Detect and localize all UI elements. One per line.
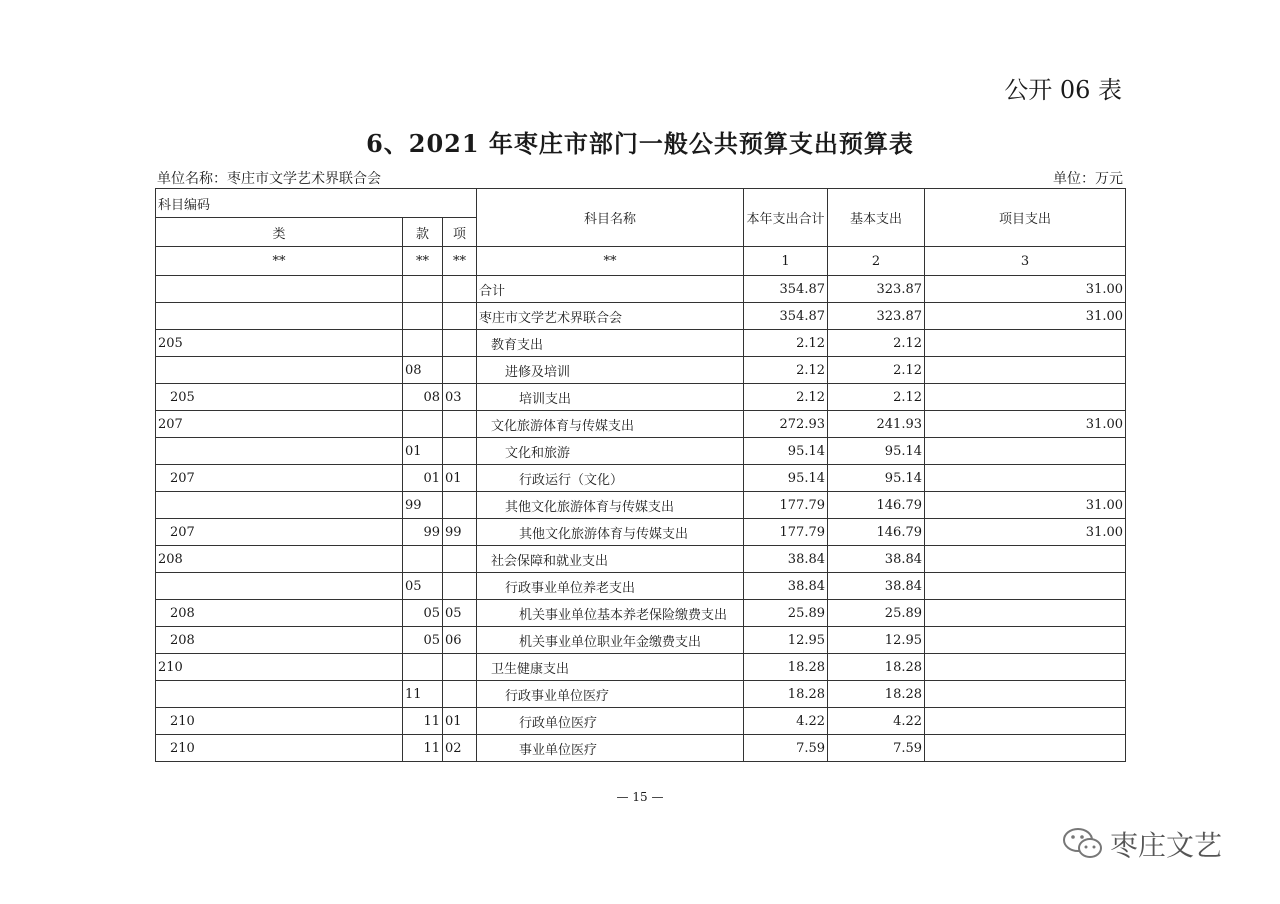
subject-name-cell: 进修及培训 (477, 357, 744, 384)
kuan-cell: 05 (403, 600, 443, 627)
project-cell (925, 627, 1126, 654)
total-cell: 354.87 (744, 303, 828, 330)
lei-cell: 208 (156, 627, 403, 654)
subject-name-cell: 文化旅游体育与传媒支出 (477, 411, 744, 438)
xiang-cell: 02 (443, 735, 477, 762)
kuan-cell: 01 (403, 465, 443, 492)
total-cell: 2.12 (744, 384, 828, 411)
kuan-cell (403, 276, 443, 303)
total-cell: 177.79 (744, 492, 828, 519)
basic-cell: 4.22 (828, 708, 925, 735)
basic-cell: 38.84 (828, 573, 925, 600)
table-row (156, 492, 1126, 519)
subject-name-cell: 培训支出 (477, 384, 744, 411)
basic-cell: 7.59 (828, 735, 925, 762)
watermark (1062, 824, 1222, 864)
subject-name-cell: 机关事业单位职业年金缴费支出 (477, 627, 744, 654)
table-row (156, 357, 1126, 384)
xiang-cell (443, 573, 477, 600)
kuan-cell (403, 411, 443, 438)
basic-cell: 323.87 (828, 276, 925, 303)
basic-cell: 18.28 (828, 654, 925, 681)
table-row (156, 654, 1126, 681)
subject-name-cell: 社会保障和就业支出 (477, 546, 744, 573)
subject-name-cell: 机关事业单位基本养老保险缴费支出 (477, 600, 744, 627)
project-cell: 31.00 (925, 492, 1126, 519)
total-cell: 12.95 (744, 627, 828, 654)
basic-cell: 2.12 (828, 330, 925, 357)
lei-cell (156, 276, 403, 303)
lei-cell: 210 (156, 708, 403, 735)
lei-cell: 210 (156, 654, 403, 681)
table-row (156, 681, 1126, 708)
index-kuan: ** (403, 247, 443, 276)
kuan-cell: 11 (403, 681, 443, 708)
subject-name-cell: 枣庄市文学艺术界联合会 (477, 303, 744, 330)
lei-cell: 205 (156, 330, 403, 357)
subject-name-cell: 其他文化旅游体育与传媒支出 (477, 519, 744, 546)
xiang-cell (443, 681, 477, 708)
table-code: 公开 06 表 (1004, 76, 1122, 104)
basic-cell: 241.93 (828, 411, 925, 438)
total-cell: 354.87 (744, 276, 828, 303)
total-cell: 4.22 (744, 708, 828, 735)
kuan-cell (403, 330, 443, 357)
subject-name-cell: 行政单位医疗 (477, 708, 744, 735)
page-number: — 15 — (616, 790, 664, 804)
project-cell: 31.00 (925, 411, 1126, 438)
basic-cell: 2.12 (828, 384, 925, 411)
xiang-header: 项 (443, 218, 477, 247)
kuan-cell: 01 (403, 438, 443, 465)
kuan-cell: 08 (403, 384, 443, 411)
xiang-cell (443, 276, 477, 303)
table-row (156, 600, 1126, 627)
lei-cell (156, 681, 403, 708)
index-row (156, 247, 1126, 276)
lei-cell: 208 (156, 600, 403, 627)
lei-cell (156, 573, 403, 600)
watermark-text: 枣庄文艺 (1110, 829, 1223, 862)
table-row (156, 708, 1126, 735)
budget-table (155, 188, 1126, 762)
table-row (156, 411, 1126, 438)
xiang-cell: 05 (443, 600, 477, 627)
unit-name: 单位名称：枣庄市文学艺术界联合会 (157, 171, 381, 187)
subject-name-header: 科目名称 (477, 189, 744, 247)
page-title: 6、2021 年枣庄市部门一般公共预算支出预算表 (366, 129, 914, 158)
basic-cell: 38.84 (828, 546, 925, 573)
table-row (156, 330, 1126, 357)
basic-cell: 323.87 (828, 303, 925, 330)
lei-cell: 205 (156, 384, 403, 411)
total-cell: 95.14 (744, 438, 828, 465)
subject-name-cell: 卫生健康支出 (477, 654, 744, 681)
subject-name-cell: 合计 (477, 276, 744, 303)
subject-name-cell: 其他文化旅游体育与传媒支出 (477, 492, 744, 519)
project-cell (925, 600, 1126, 627)
lei-cell (156, 303, 403, 330)
total-cell: 38.84 (744, 573, 828, 600)
project-cell (925, 573, 1126, 600)
project-cell (925, 357, 1126, 384)
index-total: 1 (744, 247, 828, 276)
project-cell (925, 465, 1126, 492)
header-row (156, 189, 1126, 218)
kuan-cell (403, 654, 443, 681)
table-row (156, 546, 1126, 573)
lei-cell: 207 (156, 519, 403, 546)
table-row (156, 384, 1126, 411)
project-cell: 31.00 (925, 303, 1126, 330)
subject-name-cell: 事业单位医疗 (477, 735, 744, 762)
xiang-cell: 01 (443, 465, 477, 492)
basic-cell: 25.89 (828, 600, 925, 627)
kuan-cell: 99 (403, 492, 443, 519)
xiang-cell: 03 (443, 384, 477, 411)
table-row (156, 519, 1126, 546)
xiang-cell: 99 (443, 519, 477, 546)
table-row (156, 627, 1126, 654)
wechat-icon (1062, 826, 1104, 862)
kuan-cell: 05 (403, 627, 443, 654)
xiang-cell (443, 654, 477, 681)
total-cell: 18.28 (744, 654, 828, 681)
project-cell: 31.00 (925, 276, 1126, 303)
lei-header: 类 (156, 218, 403, 247)
project-cell (925, 330, 1126, 357)
index-name: ** (477, 247, 744, 276)
basic-cell: 95.14 (828, 438, 925, 465)
table-row (156, 303, 1126, 330)
total-cell: 272.93 (744, 411, 828, 438)
xiang-cell: 06 (443, 627, 477, 654)
subject-name-cell: 文化和旅游 (477, 438, 744, 465)
basic-cell: 12.95 (828, 627, 925, 654)
total-cell: 7.59 (744, 735, 828, 762)
index-basic: 2 (828, 247, 925, 276)
xiang-cell (443, 303, 477, 330)
project-cell (925, 546, 1126, 573)
basic-cell: 146.79 (828, 519, 925, 546)
project-cell (925, 735, 1126, 762)
kuan-header: 款 (403, 218, 443, 247)
subject-name-cell: 行政运行（文化） (477, 465, 744, 492)
project-cell (925, 438, 1126, 465)
project-cell (925, 654, 1126, 681)
kuan-cell: 05 (403, 573, 443, 600)
project-cell (925, 681, 1126, 708)
xiang-cell (443, 357, 477, 384)
lei-cell: 207 (156, 411, 403, 438)
basic-cell: 95.14 (828, 465, 925, 492)
subject-code-header: 科目编码 (156, 189, 477, 218)
table-row (156, 735, 1126, 762)
xiang-cell (443, 438, 477, 465)
lei-cell: 207 (156, 465, 403, 492)
lei-cell: 208 (156, 546, 403, 573)
unit-label: 单位：万元 (1053, 171, 1123, 187)
project-header: 项目支出 (925, 189, 1126, 247)
basic-cell: 18.28 (828, 681, 925, 708)
basic-header: 基本支出 (828, 189, 925, 247)
total-cell: 177.79 (744, 519, 828, 546)
xiang-cell (443, 411, 477, 438)
total-cell: 18.28 (744, 681, 828, 708)
project-cell: 31.00 (925, 519, 1126, 546)
basic-cell: 146.79 (828, 492, 925, 519)
lei-cell (156, 438, 403, 465)
table-row (156, 276, 1126, 303)
kuan-cell: 99 (403, 519, 443, 546)
total-cell: 2.12 (744, 357, 828, 384)
xiang-cell (443, 330, 477, 357)
total-cell: 38.84 (744, 546, 828, 573)
project-cell (925, 708, 1126, 735)
subject-name-cell: 行政事业单位养老支出 (477, 573, 744, 600)
xiang-cell (443, 492, 477, 519)
xiang-cell (443, 546, 477, 573)
index-project: 3 (925, 247, 1126, 276)
kuan-cell (403, 303, 443, 330)
lei-cell (156, 492, 403, 519)
subject-name-cell: 教育支出 (477, 330, 744, 357)
total-cell: 25.89 (744, 600, 828, 627)
total-header: 本年支出合计 (744, 189, 828, 247)
kuan-cell (403, 546, 443, 573)
lei-cell (156, 357, 403, 384)
table-row (156, 573, 1126, 600)
subject-name-cell: 行政事业单位医疗 (477, 681, 744, 708)
xiang-cell: 01 (443, 708, 477, 735)
total-cell: 95.14 (744, 465, 828, 492)
index-xiang: ** (443, 247, 477, 276)
table-row (156, 465, 1126, 492)
kuan-cell: 08 (403, 357, 443, 384)
basic-cell: 2.12 (828, 357, 925, 384)
project-cell (925, 384, 1126, 411)
total-cell: 2.12 (744, 330, 828, 357)
lei-cell: 210 (156, 735, 403, 762)
index-lei: ** (156, 247, 403, 276)
kuan-cell: 11 (403, 735, 443, 762)
table-row (156, 438, 1126, 465)
kuan-cell: 11 (403, 708, 443, 735)
